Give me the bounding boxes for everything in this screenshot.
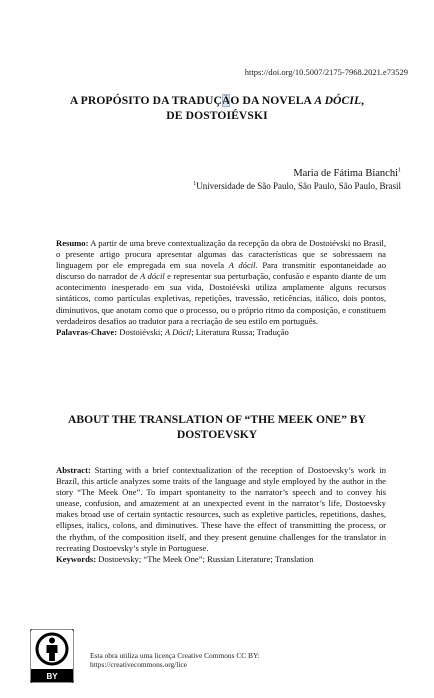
title-pt-italic: A DÓCIL (314, 94, 362, 107)
article-title-portuguese (24, 93, 410, 123)
keywords-english: Keywords: Dostoevsky; “The Meek One”; Russian Literature; Translation (56, 553, 314, 564)
abstract-english (56, 465, 386, 565)
keywords-pt-label: Palavras-Chave: (56, 326, 118, 337)
title-pt-part1: A PROPÓSITO DA TRADUÇ (69, 94, 222, 107)
title-en-line1: ABOUT THE TRANSLATION OF “THE MEEK ONE” BY (68, 413, 366, 426)
license-line1: Esta obra utiliza uma licença Creative Commons CC BY: (90, 651, 260, 660)
abstract-pt-label: Resumo: (56, 238, 89, 248)
abstract-pt-body: Resumo: A partir de uma breve contextualização da recepção da obra de Dostoiévski no Brasil, o presente artigo procura apresentar algumas das características que se sobressaem na linguagem por ele empregada em sua novela A dócil. Para transmitir espontaneidade ao discurso do narrador de A dócil e representar sua perturbação, confusão e espanto diante de um acontecimento inesperado em sua vida, Dostoiévski utiliza amplamente alguns recursos sintáticos, como partículas expletivas, repetições, travessão, reticências, itálico, dois pontos, diminutivos, que anotam como que o processo, ou o próprio ritmo da composição, e constituem verdadeiros desafios ao tradutor para a recriação de seu estilo em português. (56, 238, 387, 326)
abstract-en-label: Abstract: (56, 465, 91, 475)
author-name: Maria de Fátima Bianchi$^1$ (293, 167, 401, 179)
creative-commons-by-icon[interactable] (30, 629, 74, 683)
keywords-portuguese: Palavras-Chave: Dostoiévski; A Dócil; Literatura Russa; Tradução (56, 326, 289, 337)
license-notice (90, 651, 330, 669)
keywords-en-label: Keywords: (56, 553, 97, 564)
text-cursor-selection[interactable]: Ã (221, 94, 231, 107)
title-en-line2: DOSTOEVSKY (176, 428, 258, 441)
doi-link[interactable]: https://doi.org/10.5007/2175-7968.2021.e73529 (244, 67, 408, 77)
author-affiliation: $^1$Universidade de São Paulo, São Paulo, São Paulo, Brasil (193, 181, 401, 191)
title-pt-line2: DE DOSTOIÉVSKI (166, 109, 268, 122)
cc-badge-label: BY (46, 672, 58, 681)
title-pt-part2: O DA NOVELA (230, 94, 315, 107)
article-title-english (24, 412, 410, 442)
title-pt-part3: , (361, 94, 365, 107)
author-block (193, 167, 401, 193)
abstract-en-body: Abstract: Starting with a brief contextualization of the reception of Dostoevsky’s work in Brazil, this article analyzes some traits of the language and style employed by the author in the story “The Meek One”. To impart spontaneity to the narrator’s speech and to convey his unease, confusion, and amazement at an unexpected event in the narrator’s life, Dostoevsky makes broad use of certain syntactic resources, such as expletive particles, repetitions, dashes, ellipses, italics, colons, and diminutives. These have the effect of transmitting the process, or the rhythm, of the composition itself, and they present genuine challenges for the translator in recreating Dostoevsky’s style in Portuguese. (56, 465, 386, 553)
license-link[interactable]: https://creativecommons.org/lice (90, 660, 187, 669)
abstract-portuguese (56, 238, 386, 338)
author-footnote-mark[interactable]: 1 (398, 167, 401, 174)
